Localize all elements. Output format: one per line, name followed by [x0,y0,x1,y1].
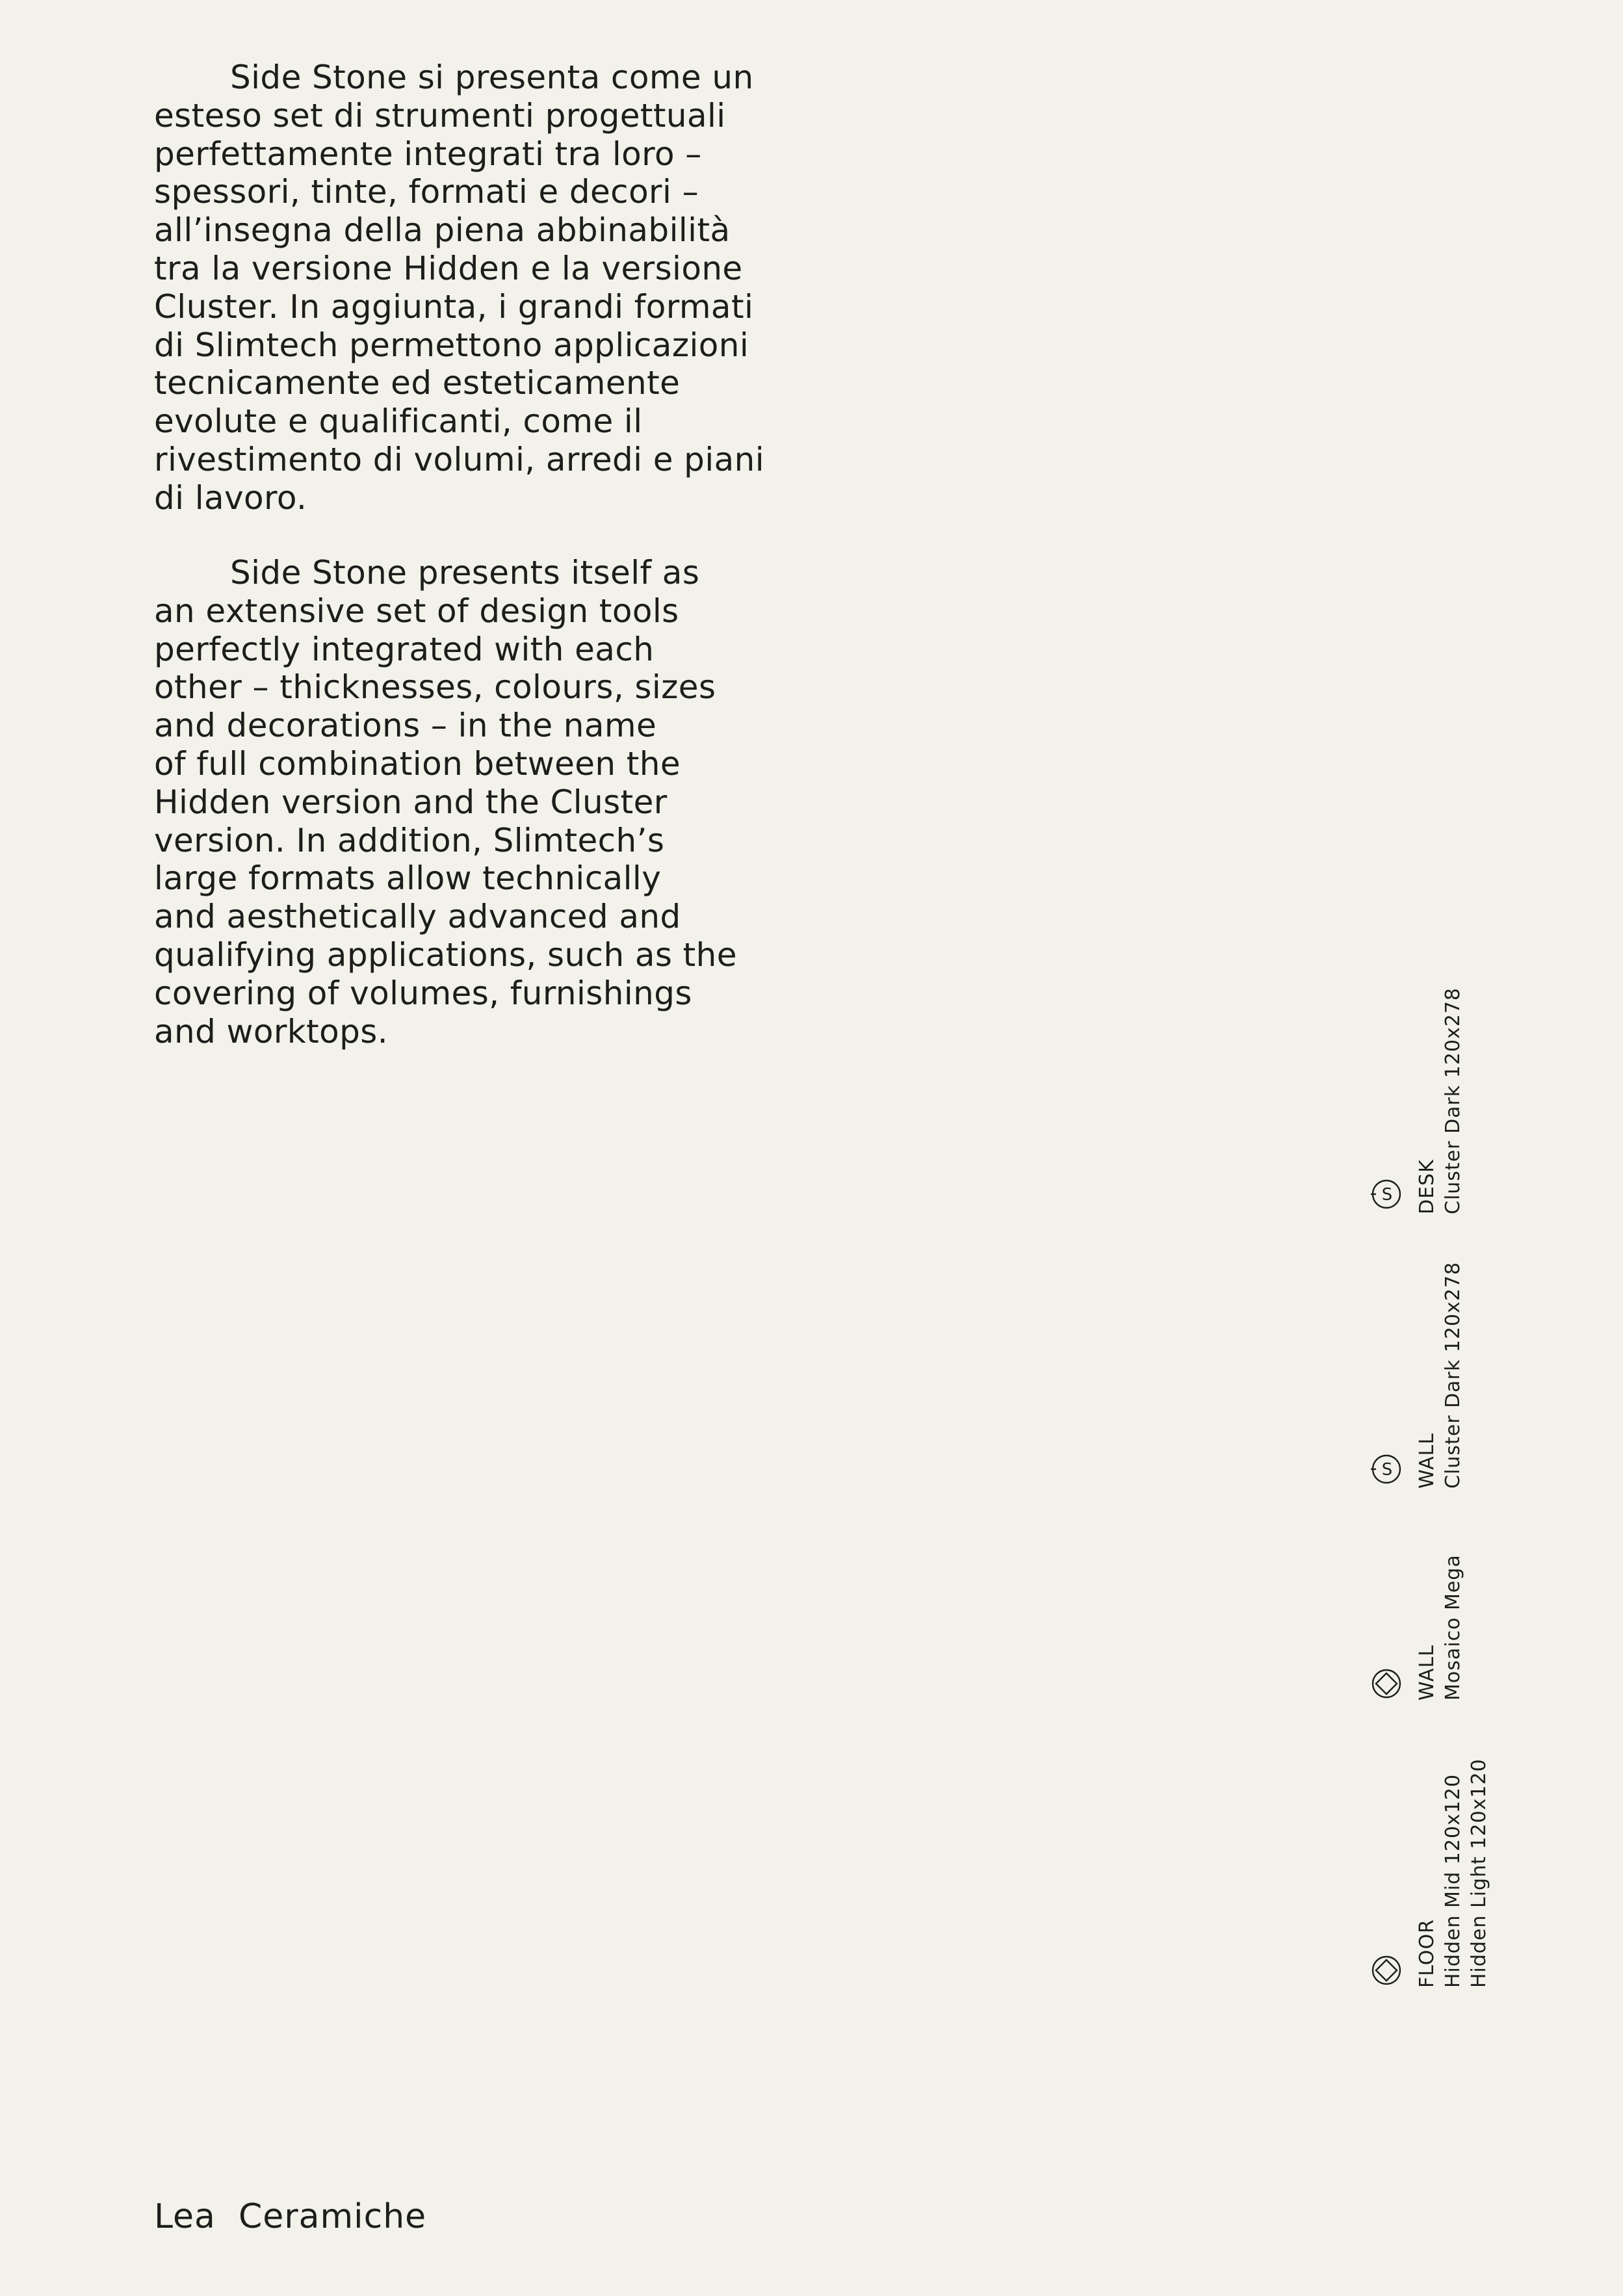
spec-label: WALL [1416,1433,1438,1489]
spec-label: FLOOR [1416,1919,1438,1988]
paragraph-line: version. In addition, Slimtech’s [154,821,665,859]
paragraph-line: and aesthetically advanced and [154,898,681,936]
paragraph-line: and decorations – in the name [154,707,657,745]
paragraph-line: tecnicamente ed esteticamente [154,364,681,402]
spec-value: Hidden Mid 120x120 [1442,1773,1464,1988]
s-circle-icon [1370,1178,1403,1210]
paragraph-line: an extensive set of design tools [154,592,679,630]
paragraph-line: qualifying applications, such as the [154,935,737,974]
paragraph-line: di Slimtech permettono applicazioni [154,326,749,364]
diamond-circle-icon [1370,1667,1403,1700]
paragraph-line: of full combination between the [154,744,681,783]
paragraph-line: rivestimento di volumi, arredi e piani [154,440,765,478]
paragraph-line: di lavoro. [154,478,307,517]
paragraph-english [154,554,804,1050]
paragraph-italian [154,59,804,517]
s-circle-icon [1370,1453,1403,1485]
paragraph-line: covering of volumes, furnishings [154,974,692,1012]
spec-value: Cluster Dark 120x278 [1442,1261,1464,1489]
paragraph-line: other – thicknesses, colours, sizes [154,668,716,707]
paragraph-line: Hidden version and the Cluster [154,783,668,821]
paragraph-line: perfectly integrated with each [154,630,655,668]
paragraph-line: large formats allow technically [154,859,662,898]
paragraph-line: esteso set di strumenti progettuali [154,96,726,135]
spec-value: Hidden Light 120x120 [1468,1758,1490,1988]
paragraph-line: all’insegna della piena abbinabilità [154,211,731,250]
paragraph-line: Side Stone presents itself as [230,554,700,592]
brand-name: Lea Ceramiche [154,2197,427,2236]
paragraph-line: and worktops. [154,1012,389,1050]
paragraph-line: tra la versione Hidden e la versione [154,249,743,287]
spec-value: Cluster Dark 120x278 [1442,987,1464,1214]
spec-value: Mosaico Mega [1442,1554,1464,1701]
paragraph-line: spessori, tinte, formati e decori – [154,173,699,211]
spec-label: DESK [1416,1159,1438,1214]
paragraph-line: Side Stone si presenta come un [230,59,754,96]
diamond-circle-icon [1370,1954,1403,1987]
svg-text:S: S [1381,1185,1393,1205]
paragraph-line: Cluster. In aggiunta, i grandi formati [154,287,754,326]
paragraph-line: perfettamente integrati tra loro – [154,135,702,173]
paragraph-line: evolute e qualificanti, come il [154,402,643,441]
spec-label: WALL [1416,1645,1438,1701]
svg-text:S: S [1381,1460,1393,1480]
